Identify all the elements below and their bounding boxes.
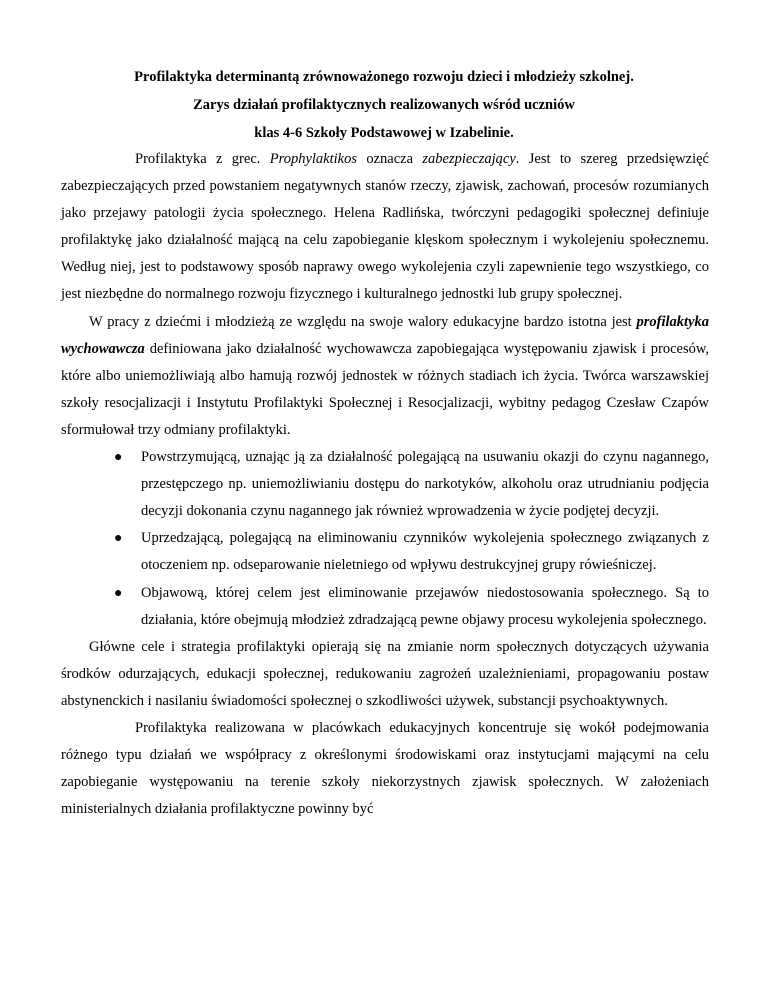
paragraph-school-prevention: Profilaktyka realizowana w placówkach edukacyjnych koncentruje się wokół podejmowania różnego typu działań we współpracy z określonymi środowiskami oraz instytucjami mającymi na celu zapobieganie występowaniu na terenie szkoły niekorzystnych zjawisk społecznych. W założeniach ministerialnych działania profilaktyczne powinny być (61, 719, 709, 818)
p2-text-a: W pracy z dziećmi i młodzieżą ze względu na swoje walory edukacyjne bardzo istotna jest (89, 313, 637, 330)
title-line-2: Zarys działań profilaktycznych realizowanych wśród uczniów (193, 97, 575, 113)
p2-term-bold: profilaktyka wychowawcza (61, 313, 709, 357)
list-item (61, 444, 709, 525)
list-item (61, 580, 709, 634)
list-item-text: Objawową, której celem jest eliminowanie przejawów niedostosowania społecznego. Są to działania, które obejmują młodzież zdradzającą pewne objawy procesu wykolejenia społecznego. (141, 584, 709, 628)
title-line-3: klas 4-6 Szkoły Podstawowej w Izabelinie. (254, 125, 514, 141)
title-line-1: Profilaktyka determinantą zrównoważonego rozwoju dzieci i młodzieży szkolnej. (134, 69, 634, 85)
paragraph-goals: Główne cele i strategia profilaktyki opierają się na zmianie norm społecznych dotyczących używania środków odurzających, edukacji społecznej, redukowaniu zagrożeń uzależnieniami, propagowaniu postaw abstynenckich i nasilaniu świadomości społecznej o szkodliwości używek, substancji psychoaktywnych. (61, 638, 709, 709)
paragraph-definition (61, 146, 709, 309)
list-item-text: Uprzedzającą, polegającą na eliminowaniu czynników wykolejenia społecznego związanych z otoczeniem np. odseparowanie nieletniego od wpływu destrukcyjnej grupy rówieśniczej. (141, 530, 709, 574)
document-title (60, 63, 708, 147)
list-item-text: Powstrzymującą, uznając ją za działalność polegającą na usuwaniu okazji do czynu nagannego, przestępczego np. uniemożliwianiu dostępu do narkotyków, alkoholu oraz utrudnianiu podjęcia decyzji dokonania czynu nagannego jak również wprowadzenia w życie podjętej decyzji. (141, 449, 709, 520)
bullet-icon: ● (114, 450, 123, 466)
paragraph-upbringing (61, 309, 709, 444)
prevention-types-list (61, 444, 709, 634)
p1-term-meaning: zabezpieczający (422, 151, 516, 167)
p1-text-a: Profilaktyka z grec. (135, 151, 270, 167)
document-body (61, 146, 709, 823)
p2-text-c: definiowana jako działalność wychowawcza zapobiegająca występowaniu zjawisk i procesów, które albo uniemożliwiają albo hamują rozwój jednostek w różnych stadiach ich życia. Twórca warszawskiej szkoły resocjalizacji i Instytutu Profilaktyki Społecznej i Resocjalizacji, wybitny pedagog Czesław Czapów sformułował trzy odmiany profilaktyki. (61, 340, 709, 438)
list-item (61, 525, 709, 579)
p1-text-e: . Jest to szereg przedsięwzięć zabezpieczających przed powstaniem negatywnych stanów rzeczy, zjawisk, zachowań, procesów rozumianych jako przejawy patologii życia społecznego. Helena Radlińska, twórczyni pedagogiki społecznej definiuje profilaktykę jako działalność mającą na celu zapobieganie klęskom społecznym i wykolejeniu społecznemu. Według niej, jest to podstawowy sposób naprawy owego wykolejenia czyli zapewnienie tego wszystkiego, co jest niezbędne do normalnego rozwoju fizycznego i kulturalnego jednostki lub grupy społecznej. (61, 151, 709, 303)
bullet-icon: ● (114, 531, 123, 547)
p1-term-greek: Prophylaktikos (269, 151, 357, 167)
p1-text-c: oznacza (356, 151, 423, 167)
bullet-icon: ● (114, 585, 123, 601)
